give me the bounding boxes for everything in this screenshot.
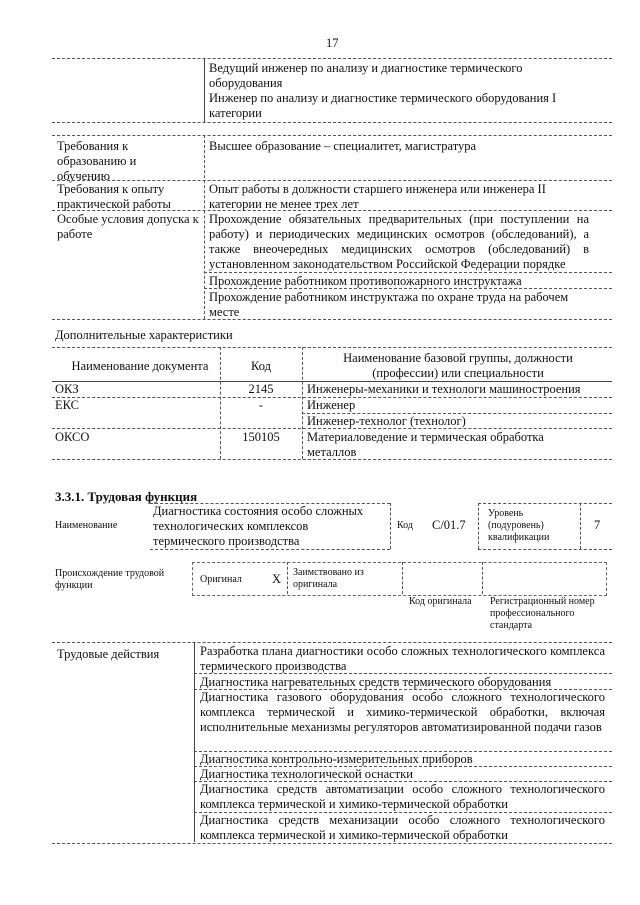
row-code: -: [258, 398, 264, 412]
additional-title: Дополнительные характеристики: [55, 328, 233, 342]
action-item: Диагностика средств автоматизации особо сложного технологического комплекса термической и химико-термической обработки: [200, 782, 605, 811]
action-item: Диагностика газового оборудования особо сложного технологического комплекса термической и химико-термической обработки, включая исполнительные механизмы регуляторов автоматизированной подачи газов: [200, 690, 605, 734]
position-1: Ведущий инженер по анализу и диагностике термического оборудования: [209, 61, 523, 90]
level-value: 7: [594, 518, 601, 532]
name-label: Наименование: [55, 520, 118, 531]
action-item: Диагностика технологической оснастки: [200, 767, 413, 781]
registration-number-label: Регистрационный номер профессионального стандарта: [490, 596, 595, 631]
row-name: Инженер: [307, 398, 356, 412]
page-number: 17: [326, 36, 339, 50]
borrowed-label: Заимствовано из оригинала: [293, 567, 364, 590]
code-label: Код: [397, 520, 413, 531]
row-doc: ЕКС: [55, 398, 79, 412]
actions-label: Трудовые действия: [57, 647, 160, 661]
section-heading: 3.3.1. Трудовая функция: [55, 489, 198, 504]
position-2: Инженер по анализу и диагностике термического оборудования I категории: [209, 91, 557, 120]
admission-label: Особые условия допуска к работе: [57, 212, 199, 241]
header-document: Наименование документа: [71, 359, 209, 373]
row-name: Инженер-технолог (технолог): [307, 414, 466, 428]
origin-label: Происхождение трудовой функции: [55, 568, 165, 591]
admission-value-1: Прохождение обязательных предварительных (при поступлении на работу) и периодических медицинских осмотров (обследований), а также внеочередных медицинских осмотров (обследований) в установленном законодательством Российской Федерации порядке: [209, 212, 589, 271]
level-label: Уровень (подуровень) квалификации: [488, 508, 550, 543]
action-item: Диагностика контрольно-измерительных приборов: [200, 752, 473, 766]
header-group: Наименование базовой группы, должности (профессии) или специальности: [343, 351, 573, 380]
action-item: Разработка плана диагностики особо сложных технологического комплекса термического производства: [200, 644, 605, 673]
original-checkmark: X: [272, 572, 282, 586]
row-name: Материаловедение и термическая обработка металлов: [307, 430, 544, 459]
row-doc: ОКСО: [55, 430, 90, 444]
experience-label: Требования к опыту практической работы: [57, 182, 171, 211]
experience-value: Опыт работы в должности старшего инженера или инженера II категории не менее трех лет: [209, 182, 546, 211]
admission-value-3: Прохождение работником инструктажа по охране труда на рабочем месте: [209, 290, 569, 319]
header-code: Код: [251, 359, 271, 373]
education-value: Высшее образование – специалитет, магистратура: [209, 139, 477, 153]
row-code: 2145: [248, 382, 274, 396]
admission-value-2: Прохождение работником противопожарного инструктажа: [209, 274, 522, 288]
row-doc: ОКЗ: [55, 382, 79, 396]
row-code: 150105: [242, 430, 280, 444]
code-value: C/01.7: [432, 518, 466, 532]
action-item: Диагностика средств механизации особо сложного технологического комплекса термической и химико-термической обработки: [200, 813, 605, 842]
code-original-label: Код оригинала: [409, 596, 472, 607]
education-label: Требования к образованию и обучению: [57, 139, 137, 183]
original-label: Оригинал: [200, 574, 242, 585]
action-item: Диагностика нагревательных средств термического оборудования: [200, 675, 552, 689]
function-name: Диагностика состояния особо сложных технологических комплексов термического производства: [153, 504, 364, 548]
row-name: Инженеры-механики и технологи машиностроения: [307, 382, 581, 396]
